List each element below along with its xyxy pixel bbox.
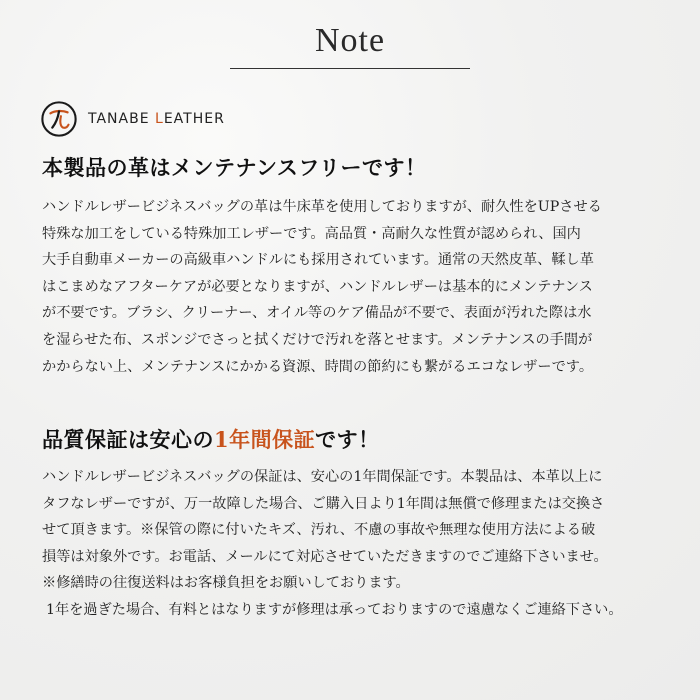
paragraph-line: 損等は対象外です。お電話、メールにて対応させていただきますのでご連絡下さいませ。: [42, 548, 608, 565]
section-heading-warranty: 品質保証は安心の1年間保証です！: [42, 427, 380, 452]
paragraph-line: かからない上、メンテナンスにかかる資源、時間の節約にも繋がるエコなレザーです。: [42, 358, 594, 375]
tanabe-leather-logo-icon: [40, 100, 78, 138]
page-title: Note: [314, 22, 386, 59]
paragraph-line: ハンドルレザービジネスバッグの革は牛床革を使用しておりますが、耐久性をUPさせる: [42, 199, 602, 215]
paragraph-line: を湿らせた布、スポンジでさっと拭くだけで汚れを落とせます。メンテナンスの手間が: [42, 331, 593, 348]
paragraph-line: せて頂きます。※保管の際に付いたキズ、汚れ、不慮の事故や無理な使用方法による破: [42, 522, 596, 539]
paragraph-warranty: [42, 464, 662, 624]
paragraph-line: 1年を過ぎた場合、有料とはなりますが修理は承っておりますので遠慮なくご連絡下さい。: [46, 601, 623, 618]
paragraph-line: ※修繕時の往復送料はお客様負担をお願いしております。: [42, 575, 410, 592]
paragraph-line: タフなレザーですが、万一故障した場合、ご購入日より1年間は無償で修理または交換さ: [42, 495, 605, 512]
paragraph-line: ハンドルレザービジネスバッグの保証は、安心の1年間保証です。本製品は、本革以上に: [42, 469, 603, 485]
paragraph-maintenance-free: [42, 194, 662, 380]
paragraph-line: はこまめなアフターケアが必要となりますが、ハンドルレザーは基本的にメンテナンス: [42, 278, 593, 295]
warranty-highlight: 1年間保証: [214, 427, 316, 452]
paragraph-line: 大手自動車メーカーの高級車ハンドルにも採用されています。通常の天然皮革、鞣し革: [42, 252, 594, 269]
paragraph-line: が不要です。ブラシ、クリーナー、オイル等のケア備品が不要で、表面が汚れた際は水: [42, 305, 592, 322]
brand-name: TANABE LEATHER: [88, 111, 225, 127]
section-heading-maintenance-free: 本製品の革はメンテナンスフリーです！: [42, 155, 427, 180]
brand: [40, 100, 225, 138]
title-divider: [230, 68, 470, 69]
paragraph-line: 特殊な加工をしている特殊加工レザーです。高品質・高耐久な性質が認められ、国内: [42, 225, 581, 242]
